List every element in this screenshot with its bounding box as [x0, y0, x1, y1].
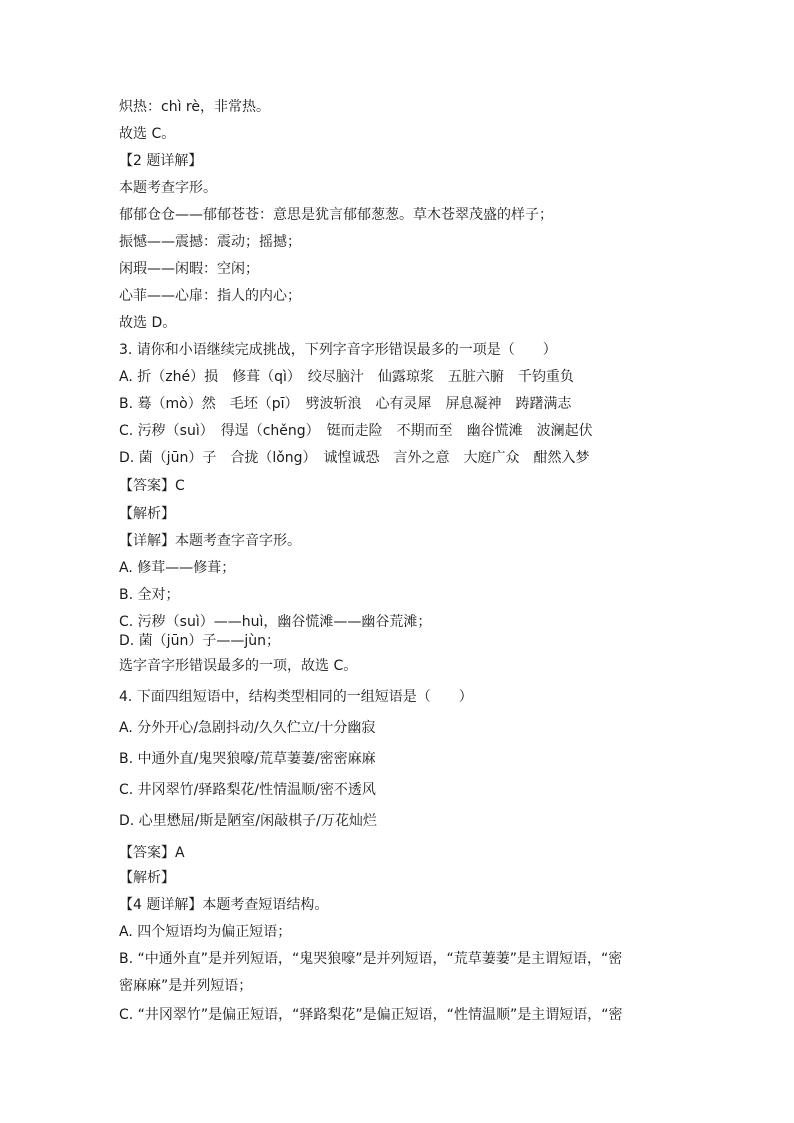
text-line: 本题考查字形。 [119, 180, 217, 196]
text-line: 【2 题详解】 [119, 153, 203, 169]
text-line: 炽热：chì rè，非常热。 [119, 99, 270, 115]
text-line: 密麻麻”是并列短语； [119, 978, 253, 994]
analysis-label: 【解析】 [119, 506, 175, 522]
question-3: 3. 请你和小语继续完成挑战，下列字音字形错误最多的一项是（ ） [119, 342, 557, 358]
text-line: 心菲——心扉：指人的内心； [119, 288, 301, 304]
option-d: D. 心里懋屈/斯是陋室/闲敲棋子/万花灿烂 [119, 813, 377, 829]
text-line: 郁郁仓仓——郁郁苍苍：意思是犹言郁郁葱葱。草木苍翠茂盛的样子； [119, 207, 553, 223]
text-line: B. “中通外直”是并列短语，“鬼哭狼嚎”是并列短语，“荒草萋萋”是主谓短语，“密 [119, 951, 623, 967]
option-d: D. 菌（jūn）子 合拢（lǒng） 诚惶诚恐 言外之意 大庭广众 酣然入梦 [119, 450, 590, 466]
text-line: 【4 题详解】本题考查短语结构。 [119, 897, 329, 913]
text-line: 振憾——震撼：震动；摇撼； [119, 234, 301, 250]
option-a: A. 折（zhé）损 修葺（qì） 绞尽脑汁 仙露琼浆 五脏六腑 千钧重负 [119, 369, 574, 385]
text-line: A. 四个短语均为偏正短语； [119, 924, 292, 940]
text-line: 【详解】本题考查字音字形。 [119, 533, 301, 549]
option-a: A. 分外开心/急剧抖动/久久伫立/十分幽寂 [119, 720, 376, 736]
text-line: D. 菌（jūn）子——jùn； [119, 633, 280, 649]
text-line: 故选 D。 [119, 315, 177, 331]
text-line: B. 全对； [119, 587, 180, 603]
answer-label: 【答案】C [119, 478, 185, 494]
text-line: 选字音字形错误最多的一项，故选 C。 [119, 658, 358, 674]
question-4: 4. 下面四组短语中，结构类型相同的一组短语是（ ） [119, 689, 473, 705]
option-c: C. 污秽（suì） 得逞（chěng） 铤而走险 不期而至 幽谷慌滩 波澜起伏 [119, 423, 593, 439]
text-line: 故选 C。 [119, 126, 176, 142]
option-c: C. 井冈翠竹/驿路梨花/性情温顺/密不透风 [119, 782, 376, 798]
analysis-label: 【解析】 [119, 870, 175, 886]
option-b: B. 中通外直/鬼哭狼嚎/荒草萋萋/密密麻麻 [119, 751, 376, 767]
text-line: 闲瑕——闲暇：空闲； [119, 261, 259, 277]
text-line: A. 修茸——修葺； [119, 560, 236, 576]
option-b: B. 蓦（mò）然 毛坯（pī） 劈波斩浪 心有灵犀 屏息凝神 踌躇满志 [119, 396, 572, 412]
answer-label: 【答案】A [119, 845, 185, 861]
text-line: C. “井冈翠竹”是偏正短语，“驿路梨花”是偏正短语，“性情温顺”是主谓短语，“密 [119, 1007, 623, 1023]
text-line: C. 污秽（suì）——huì，幽谷慌滩——幽谷荒滩； [119, 614, 432, 630]
